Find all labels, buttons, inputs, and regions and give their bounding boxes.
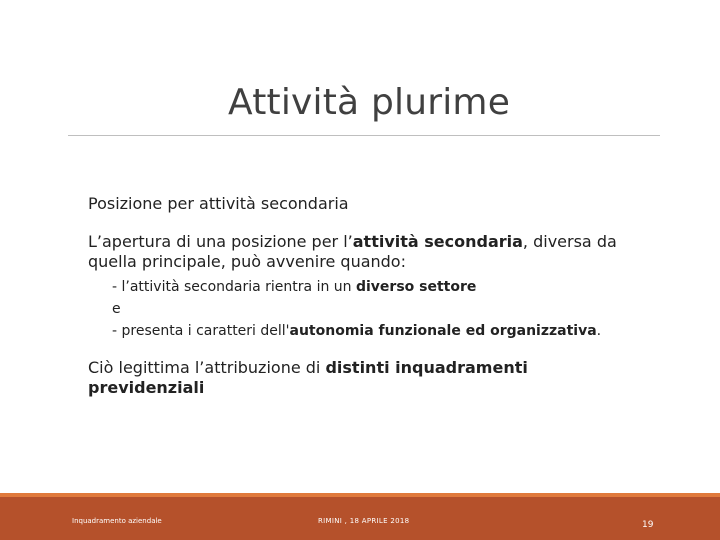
slide-title: Attività plurime <box>228 82 511 123</box>
title-divider <box>68 135 660 136</box>
paragraph-conclusione <box>88 358 648 398</box>
bullet2-text-1: - presenta i caratteri dell' <box>112 323 290 339</box>
bullet-conjunction: e <box>112 301 121 317</box>
footer-left-text: Inquadramento aziendale <box>72 517 162 525</box>
slide-body <box>88 194 648 398</box>
bullet1-bold: diverso settore <box>355 279 477 295</box>
page-number: 19 <box>642 520 654 530</box>
footer-date-text: RIMINI , 18 APRILE 2018 <box>318 517 410 525</box>
para1-bold: attività secondaria <box>352 232 523 251</box>
para2-text: Ciò legittima l’attribuzione di <box>88 358 326 377</box>
bullet1-text: - l’attività secondaria rientra in un <box>112 279 356 295</box>
bullet2-text-2: . <box>596 323 602 339</box>
title-container <box>230 82 512 123</box>
paragraph-apertura <box>88 232 648 272</box>
bullet2-bold: autonomia funzionale ed organizzativa <box>289 323 597 339</box>
bullet-diverso-settore <box>88 276 648 298</box>
bullet-autonomia <box>88 320 648 342</box>
para1-text-2: , diversa da quella principale, può avvenire quando: <box>88 232 617 271</box>
para2-bold: distinti inquadramenti previdenziali <box>88 358 528 397</box>
section-heading: Posizione per attività secondaria <box>88 194 349 213</box>
para1-text-1: L’apertura di una posizione per l’ <box>88 232 353 251</box>
